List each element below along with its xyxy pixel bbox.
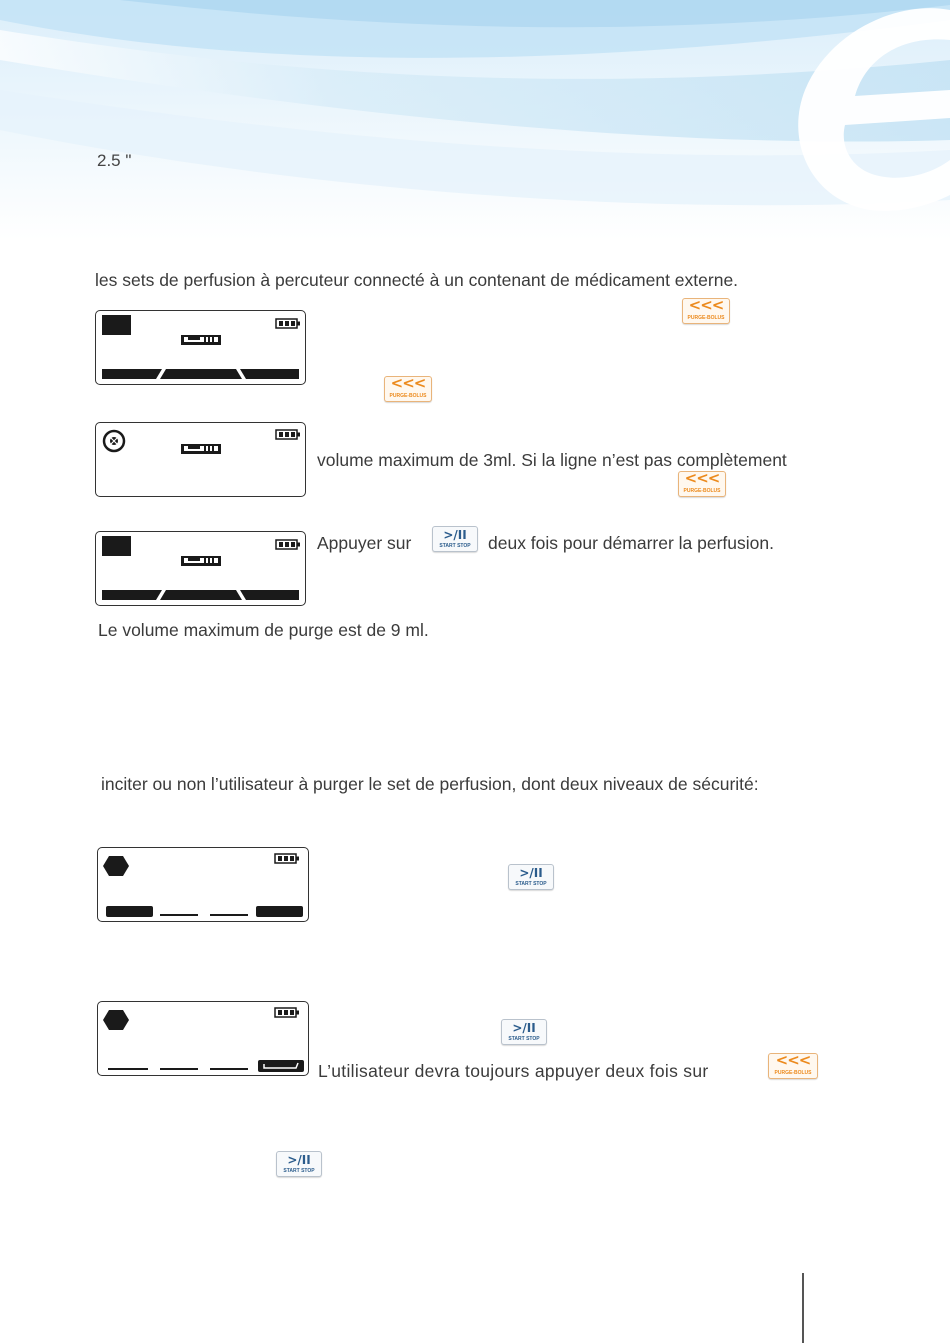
start-stop-button[interactable] (508, 864, 554, 890)
battery-icon (275, 854, 299, 863)
paragraph-security-levels: inciter ou non l’utilisateur à purger le set de perfusion, dont deux niveaux de sécurité: (101, 774, 759, 794)
paragraph-infusion-sets: les sets de perfusion à percuteur connecté à un contenant de médicament externe. (95, 270, 739, 290)
purge-bolus-icon: <<< (688, 296, 724, 314)
purge-bolus-label: PURGE-BOLUS (389, 393, 427, 399)
start-stop-button[interactable] (432, 526, 478, 552)
start-stop-icon: >/II (519, 866, 543, 880)
purge-bolus-button[interactable] (682, 298, 730, 324)
start-stop-label: START STOP (515, 881, 547, 887)
start-stop-icon: >/II (443, 528, 467, 542)
purge-bolus-button[interactable] (384, 376, 432, 402)
battery-icon (276, 540, 300, 549)
paragraph-press-twice: L’utilisateur devra toujours appuyer deux fois sur (318, 1061, 709, 1081)
lcd-display-5 (97, 1001, 309, 1076)
purge-bolus-button[interactable] (768, 1053, 818, 1079)
purge-bolus-label: PURGE-BOLUS (687, 315, 725, 321)
section-number: 2.5 " (97, 151, 132, 170)
syringe-icon (181, 335, 221, 345)
stop-hexagon-icon (103, 1010, 129, 1030)
purge-bolus-icon: <<< (390, 374, 426, 392)
start-stop-icon: >/II (287, 1153, 311, 1167)
start-stop-icon: >/II (512, 1021, 536, 1035)
syringe-icon (181, 444, 221, 454)
paragraph-max-volume: volume maximum de 3ml. Si la ligne n’est pas complètement (317, 450, 787, 470)
paragraph-press-start-before: Appuyer sur (317, 533, 412, 553)
lcd-display-4 (97, 847, 309, 922)
start-stop-button[interactable] (501, 1019, 547, 1045)
start-stop-button[interactable] (276, 1151, 322, 1177)
purge-bolus-label: PURGE-BOLUS (683, 488, 721, 494)
battery-icon (276, 430, 300, 439)
purge-bolus-icon: <<< (684, 469, 720, 487)
purge-bolus-icon: <<< (775, 1051, 811, 1069)
purge-bolus-button[interactable] (678, 471, 726, 497)
paragraph-press-start-after: deux fois pour démarrer la perfusion. (488, 533, 774, 553)
brand-e-logo (770, 0, 950, 215)
lcd-display-3 (95, 531, 306, 606)
start-stop-label: START STOP (439, 543, 471, 549)
page-margin-rule (802, 1273, 804, 1343)
battery-icon (275, 1008, 299, 1017)
lcd-display-1 (95, 310, 306, 385)
battery-icon (276, 319, 300, 328)
paragraph-max-purge: Le volume maximum de purge est de 9 ml. (98, 620, 429, 640)
syringe-icon (181, 556, 221, 566)
infusion-status-icon (104, 431, 124, 451)
start-stop-label: START STOP (508, 1036, 540, 1042)
stop-hexagon-icon (103, 856, 129, 876)
purge-bolus-label: PURGE-BOLUS (774, 1070, 812, 1076)
lcd-display-2 (95, 422, 306, 497)
start-stop-label: START STOP (283, 1168, 315, 1174)
